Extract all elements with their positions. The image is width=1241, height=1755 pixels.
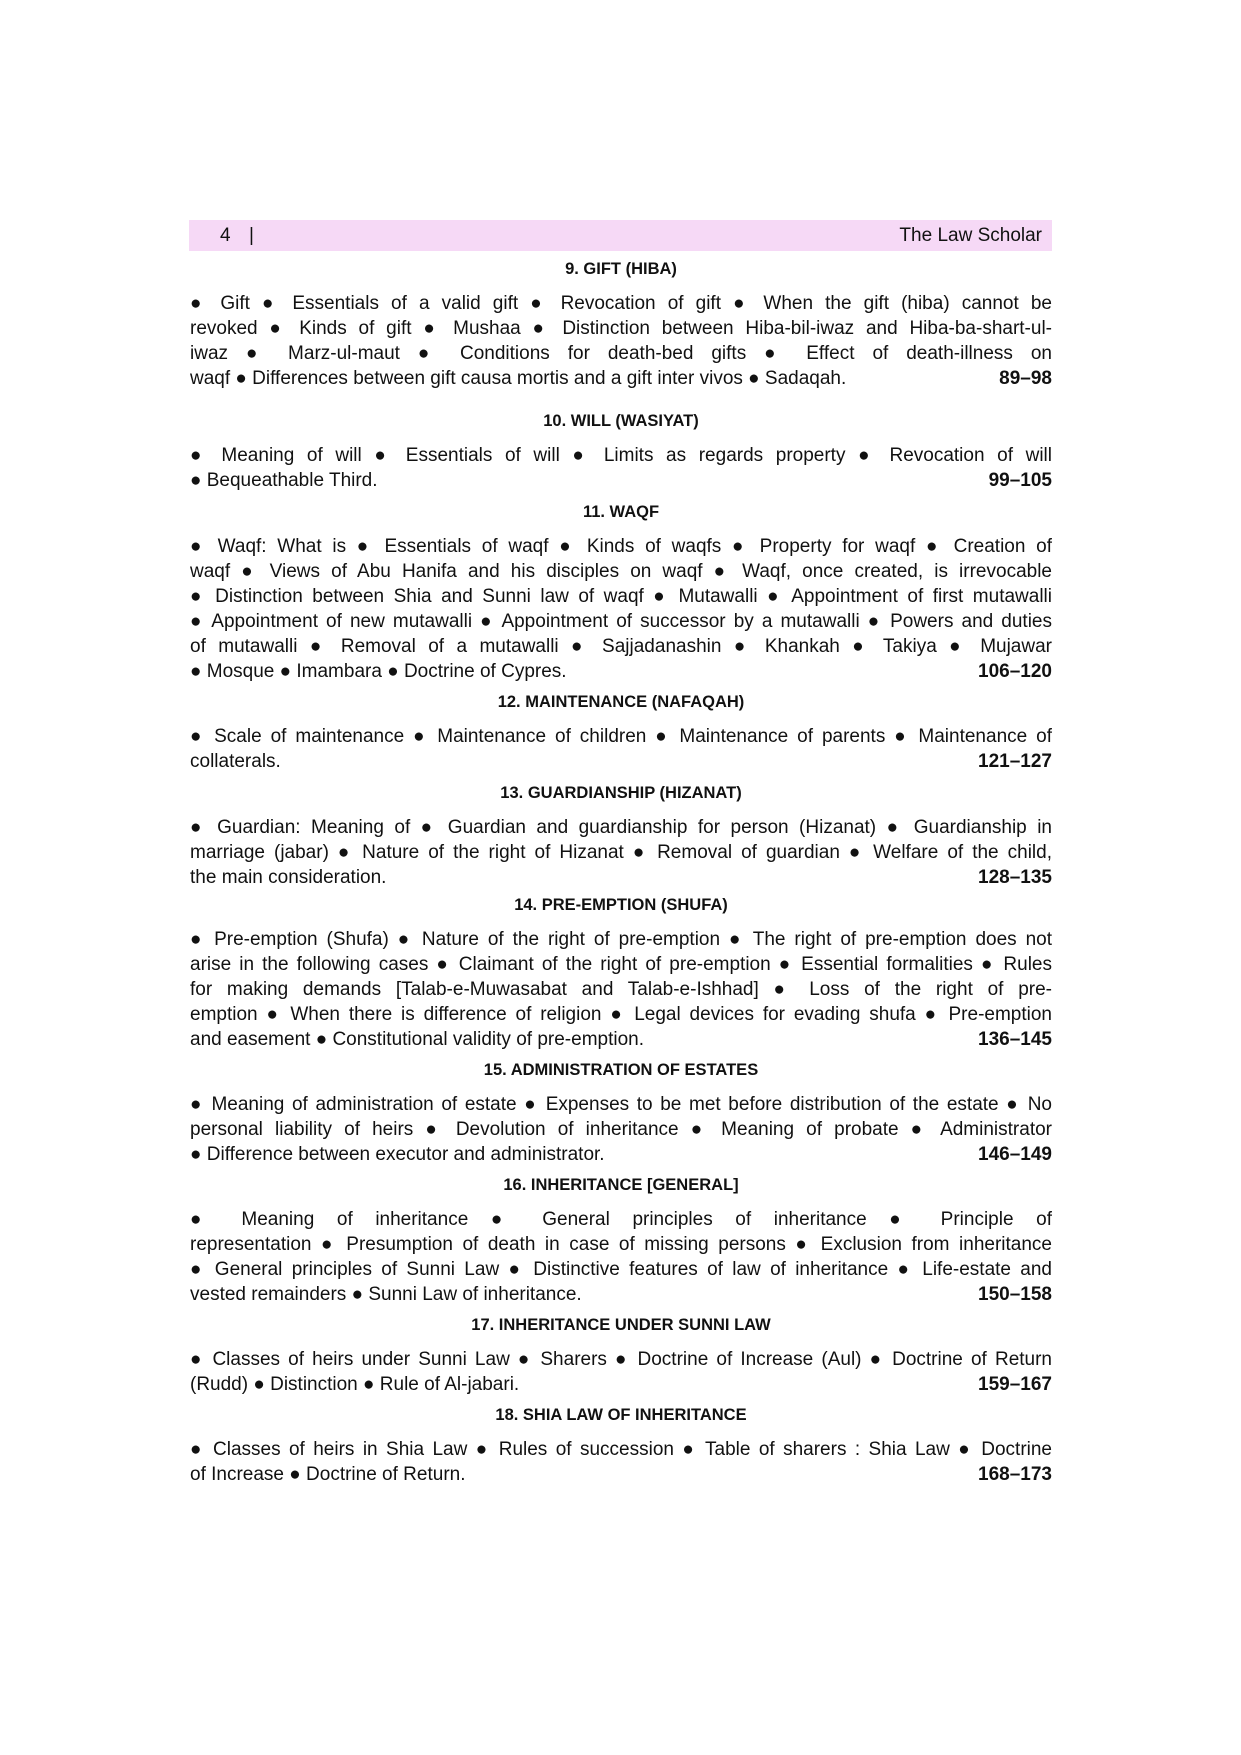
topic-line <box>190 840 1052 865</box>
topic-text: ● Guardian: Meaning of ● Guardian and guardianship for person (Hizanat) ● Guardianship in <box>190 817 1052 838</box>
section-heading: 12. MAINTENANCE (NAFAQAH) <box>497 693 745 711</box>
topic-text: ● Appointment of new mutawalli ● Appointment of successor by a mutawalli ● Powers and duties <box>190 611 1052 632</box>
section-heading: 16. INHERITANCE [GENERAL] <box>503 1176 739 1194</box>
topic-text: collaterals. <box>190 751 281 772</box>
topic-text: ● Difference between executor and administrator. <box>190 1144 605 1165</box>
topic-line <box>190 1257 1052 1282</box>
topic-line <box>190 1282 1052 1307</box>
toc-section <box>190 259 1052 391</box>
topic-line <box>190 724 1052 749</box>
toc-section <box>190 692 1052 774</box>
topic-text: and easement ● Constitutional validity of pre-emption. <box>190 1029 644 1050</box>
topic-text: ● Classes of heirs in Shia Law ● Rules of succession ● Table of sharers : Shia Law ● Doctrine <box>190 1439 1052 1460</box>
topic-text: ● General principles of Sunni Law ● Distinctive features of law of inheritance ● Life-estate and <box>190 1259 1052 1280</box>
topic-line <box>190 316 1052 341</box>
section-heading: 11. WAQF <box>582 503 660 521</box>
topic-line <box>190 977 1052 1002</box>
section-topics <box>190 1437 1052 1487</box>
toc-section <box>190 1315 1052 1397</box>
page-range: 128–135 <box>978 867 1052 888</box>
section-topics <box>190 1207 1052 1307</box>
toc-section <box>190 895 1052 1052</box>
topic-line <box>190 634 1052 659</box>
topic-line <box>190 341 1052 366</box>
page-range: 106–120 <box>978 661 1052 682</box>
page-range: 159–167 <box>978 1374 1052 1395</box>
topic-line <box>190 659 1052 684</box>
topic-text: waqf ● Differences between gift causa mortis and a gift inter vivos ● Sadaqah. <box>190 368 847 389</box>
toc-section <box>190 1405 1052 1487</box>
topic-line <box>190 534 1052 559</box>
topic-line <box>190 1117 1052 1142</box>
topic-line <box>190 1142 1052 1167</box>
page-range: 136–145 <box>978 1029 1052 1050</box>
toc-section <box>190 502 1052 684</box>
section-topics <box>190 1347 1052 1397</box>
page-range: 146–149 <box>978 1144 1052 1165</box>
page-range: 168–173 <box>978 1464 1052 1485</box>
topic-text: for making demands [Talab-e-Muwasabat and Talab-e-Ishhad] ● Loss of the right of pre- <box>190 979 1052 1000</box>
topic-text: ● Distinction between Shia and Sunni law of waqf ● Mutawalli ● Appointment of first mutawalli <box>190 586 1052 607</box>
section-topics <box>190 1092 1052 1167</box>
topic-text: (Rudd) ● Distinction ● Rule of Al-jabari. <box>190 1374 520 1395</box>
page-range: 99–105 <box>988 470 1052 491</box>
topic-text: waqf ● Views of Abu Hanifa and his disciples on waqf ● Waqf, once created, is irrevocable <box>190 561 1052 582</box>
topic-text: ● Scale of maintenance ● Maintenance of children ● Maintenance of parents ● Maintenance of <box>190 726 1052 747</box>
section-heading: 9. GIFT (HIBA) <box>565 260 677 278</box>
topic-line <box>190 1027 1052 1052</box>
topic-line <box>190 1372 1052 1397</box>
topic-text: ● Meaning of will ● Essentials of will ● Limits as regards property ● Revocation of will <box>190 445 1052 466</box>
topic-text: emption ● When there is difference of religion ● Legal devices for evading shufa ● Pre-emption <box>190 1004 1052 1025</box>
topic-line <box>190 1092 1052 1117</box>
topic-line <box>190 366 1052 391</box>
topic-line <box>190 291 1052 316</box>
section-topics <box>190 724 1052 774</box>
topic-text: iwaz ● Marz-ul-maut ● Conditions for death-bed gifts ● Effect of death-illness on <box>190 343 1052 364</box>
topic-text: of mutawalli ● Removal of a mutawalli ● Sajjadanashin ● Khankah ● Takiya ● Mujawar <box>190 636 1052 657</box>
section-heading: 14. PRE-EMPTION (SHUFA) <box>514 896 728 914</box>
topic-text: revoked ● Kinds of gift ● Mushaa ● Distinction between Hiba-bil-iwaz and Hiba-ba-shart-ul- <box>190 318 1052 339</box>
topic-text: personal liability of heirs ● Devolution of inheritance ● Meaning of probate ● Administrator <box>190 1119 1052 1140</box>
section-heading: 13. GUARDIANSHIP (HIZANAT) <box>500 784 742 802</box>
topic-text: of Increase ● Doctrine of Return. <box>190 1464 466 1485</box>
topic-text: ● Mosque ● Imambara ● Doctrine of Cypres. <box>190 661 567 682</box>
section-heading: 17. INHERITANCE UNDER SUNNI LAW <box>471 1316 771 1334</box>
topic-text: ● Gift ● Essentials of a valid gift ● Revocation of gift ● When the gift (hiba) cannot be <box>190 293 1052 314</box>
section-heading: 18. SHIA LAW OF INHERITANCE <box>495 1406 747 1424</box>
topic-line <box>190 749 1052 774</box>
section-topics <box>190 927 1052 1052</box>
topic-line <box>190 468 1052 493</box>
toc-section <box>190 783 1052 890</box>
topic-text: ● Meaning of inheritance ● General principles of inheritance ● Principle of <box>190 1209 1052 1230</box>
topic-line <box>190 952 1052 977</box>
topic-line <box>190 1437 1052 1462</box>
topic-text: the main consideration. <box>190 867 387 888</box>
topic-line <box>190 815 1052 840</box>
topic-text: marriage (jabar) ● Nature of the right of Hizanat ● Removal of guardian ● Welfare of the child, <box>190 842 1052 863</box>
topic-text: ● Waqf: What is ● Essentials of waqf ● Kinds of waqfs ● Property for waqf ● Creation of <box>190 536 1052 557</box>
topic-line <box>190 1207 1052 1232</box>
topic-text: ● Bequeathable Third. <box>190 470 378 491</box>
topic-text: vested remainders ● Sunni Law of inheritance. <box>190 1284 582 1305</box>
toc-section <box>190 411 1052 493</box>
page-number: 4 <box>220 225 231 246</box>
topic-line <box>190 1347 1052 1372</box>
book-title: The Law Scholar <box>899 225 1042 246</box>
page-range: 121–127 <box>978 751 1052 772</box>
topic-line <box>190 865 1052 890</box>
topic-line <box>190 1232 1052 1257</box>
topic-line <box>190 1462 1052 1487</box>
page-range: 150–158 <box>978 1284 1052 1305</box>
toc-section <box>190 1175 1052 1307</box>
section-topics <box>190 534 1052 684</box>
section-heading: 10. WILL (WASIYAT) <box>543 412 699 430</box>
topic-line <box>190 559 1052 584</box>
toc-section <box>190 1060 1052 1167</box>
topic-line <box>190 927 1052 952</box>
header-separator: | <box>249 225 254 246</box>
topic-line <box>190 584 1052 609</box>
section-topics <box>190 815 1052 890</box>
page-range: 89–98 <box>999 368 1052 389</box>
section-topics <box>190 291 1052 391</box>
topic-text: ● Classes of heirs under Sunni Law ● Sharers ● Doctrine of Increase (Aul) ● Doctrine of Return <box>190 1349 1052 1370</box>
topic-text: ● Pre-emption (Shufa) ● Nature of the right of pre-emption ● The right of pre-emption does not <box>190 929 1052 950</box>
topic-text: arise in the following cases ● Claimant of the right of pre-emption ● Essential formalities ● Rules <box>190 954 1052 975</box>
topic-line <box>190 609 1052 634</box>
running-header <box>189 220 1052 251</box>
section-heading: 15. ADMINISTRATION OF ESTATES <box>483 1061 759 1079</box>
topic-line <box>190 443 1052 468</box>
topic-line <box>190 1002 1052 1027</box>
section-topics <box>190 443 1052 493</box>
topic-text: ● Meaning of administration of estate ● Expenses to be met before distribution of the estate ● No <box>190 1094 1052 1115</box>
topic-text: representation ● Presumption of death in case of missing persons ● Exclusion from inheritance <box>190 1234 1052 1255</box>
